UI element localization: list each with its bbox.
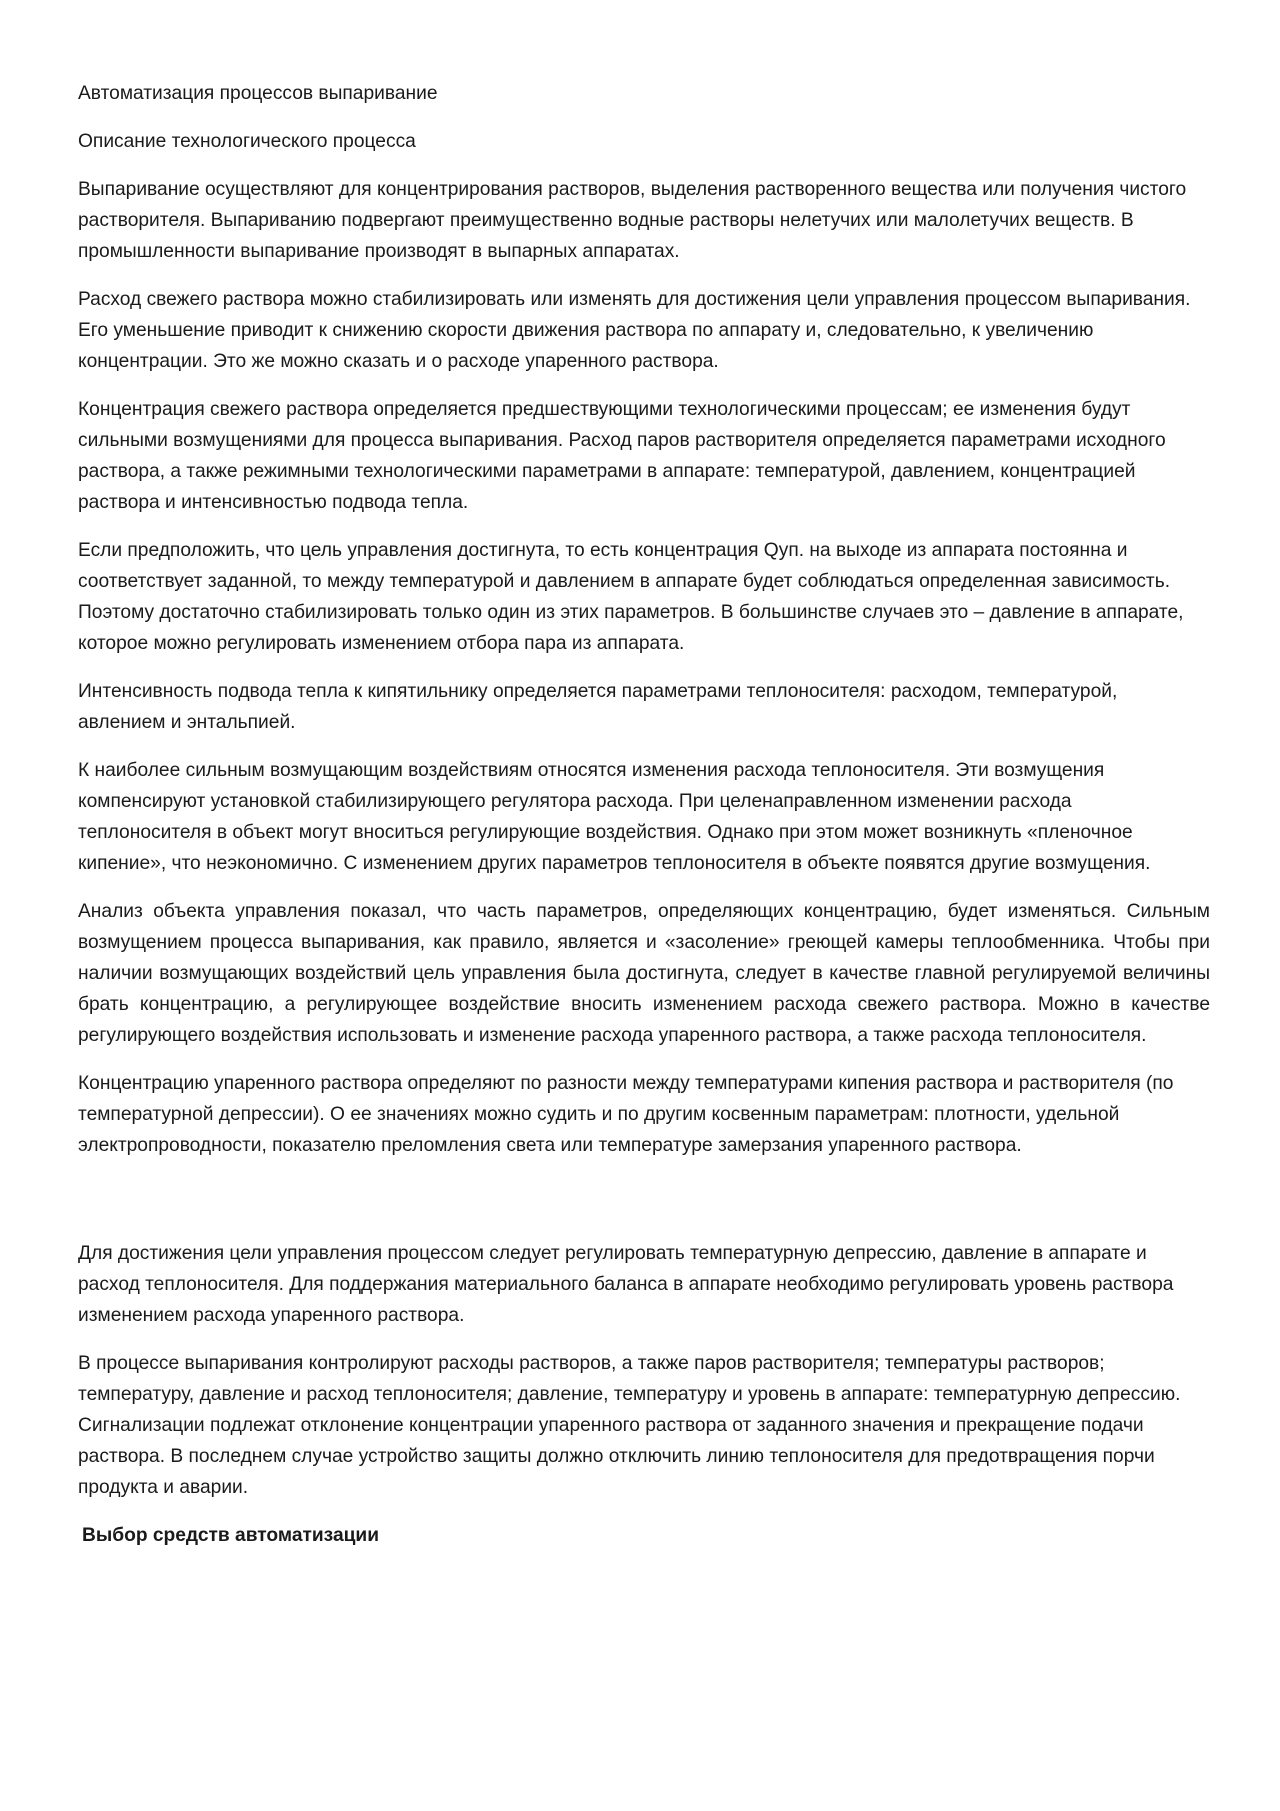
document-subtitle: Описание технологического процесса [78, 131, 416, 152]
paragraph-6: К наиболее сильным возмущающим воздействиям относятся изменения расхода теплоносителя. Эти возмущения компенсируют установкой стабилизирующего регулятора расхода. При целенаправленном изменении расхода теплоносителя в объект могут вноситься регулирующие воздействия. Однако при этом может возникнуть «пленочное кипение», что неэкономично. С изменением других параметров теплоносителя в объекте появятся другие возмущения. [78, 760, 1151, 874]
section-heading: Выбор средств автоматизации [82, 1525, 380, 1546]
paragraph-9: Для достижения цели управления процессом следует регулировать температурную депрессию, давление в аппарате и расход теплоносителя. Для поддержания материального баланса в аппарате необходимо регулировать уровень раствора изменением расхода упаренного раствора. [78, 1243, 1174, 1326]
document-body [78, 78, 1210, 1568]
paragraph-4: Если предположить, что цель управления достигнута, то есть концентрация Qуп. на выходе из аппарата постоянна и соответствует заданной, то между температурой и давлением в аппарате будет соблюдаться определенная зависимость. Поэтому достаточно стабилизировать только один из этих параметров. В большинстве случаев это – давление в аппарате, которое можно регулировать изменением отбора пара из аппарата. [78, 540, 1184, 654]
paragraph-7: Анализ объекта управления показал, что часть параметров, определяющих концентрацию, будет изменяться. Сильным возмущением процесса выпаривания, как правило, является и «засоление» греющей камеры теплообменника. Чтобы при наличии возмущающих воздействий цель управления была достигнута, следует в качестве главной регулируемой величины брать концентрацию, а регулирующее воздействие вносить изменением расхода свежего раствора. Можно в качестве регулирующего воздействия использовать и изменение расхода упаренного раствора, а также расхода теплоносителя. [78, 901, 1210, 1046]
paragraph-5: Интенсивность подвода тепла к кипятильнику определяется параметрами теплоносителя: расходом, температурой, авлением и энтальпией. [78, 681, 1118, 733]
paragraph-10: В процессе выпаривания контролируют расходы растворов, а также паров растворителя; температуры растворов; температуру, давление и расход теплоносителя; давление, температуру и уровень в аппарате: температурную депрессию. Сигнализации подлежат отклонение концентрации упаренного раствора от заданного значения и прекращение подачи раствора. В последнем случае устройство защиты должно отключить линию теплоносителя для предотвращения порчи продукта и аварии. [78, 1353, 1181, 1498]
blank-space [78, 1178, 1210, 1238]
paragraph-3: Концентрация свежего раствора определяется предшествующими технологическими процессам; ее изменения будут сильными возмущениями для процесса выпаривания. Расход паров растворителя определяется параметрами исходного раствора, а также режимными технологическими параметрами в аппарате: температурой, давлением, концентрацией раствора и интенсивностью подвода тепла. [78, 399, 1166, 513]
paragraph-1: Выпаривание осуществляют для концентрирования растворов, выделения растворенного вещества или получения чистого растворителя. Выпариванию подвергают преимущественно водные растворы нелетучих или малолетучих веществ. В промышленности выпаривание производят в выпарных аппаратах. [78, 179, 1187, 262]
paragraph-2: Расход свежего раствора можно стабилизировать или изменять для достижения цели управления процессом выпаривания. Его уменьшение приводит к снижению скорости движения раствора по аппарату и, следовательно, к увеличению концентрации. Это же можно сказать и о расходе упаренного раствора. [78, 289, 1191, 372]
document-title: Автоматизация процессов выпаривание [78, 83, 438, 104]
paragraph-8: Концентрацию упаренного раствора определяют по разности между температурами кипения раствора и растворителя (по температурной депрессии). О ее значениях можно судить и по другим косвенным параметрам: плотности, удельной электропроводности, показателю преломления света или температуре замерзания упаренного раствора. [78, 1073, 1174, 1156]
